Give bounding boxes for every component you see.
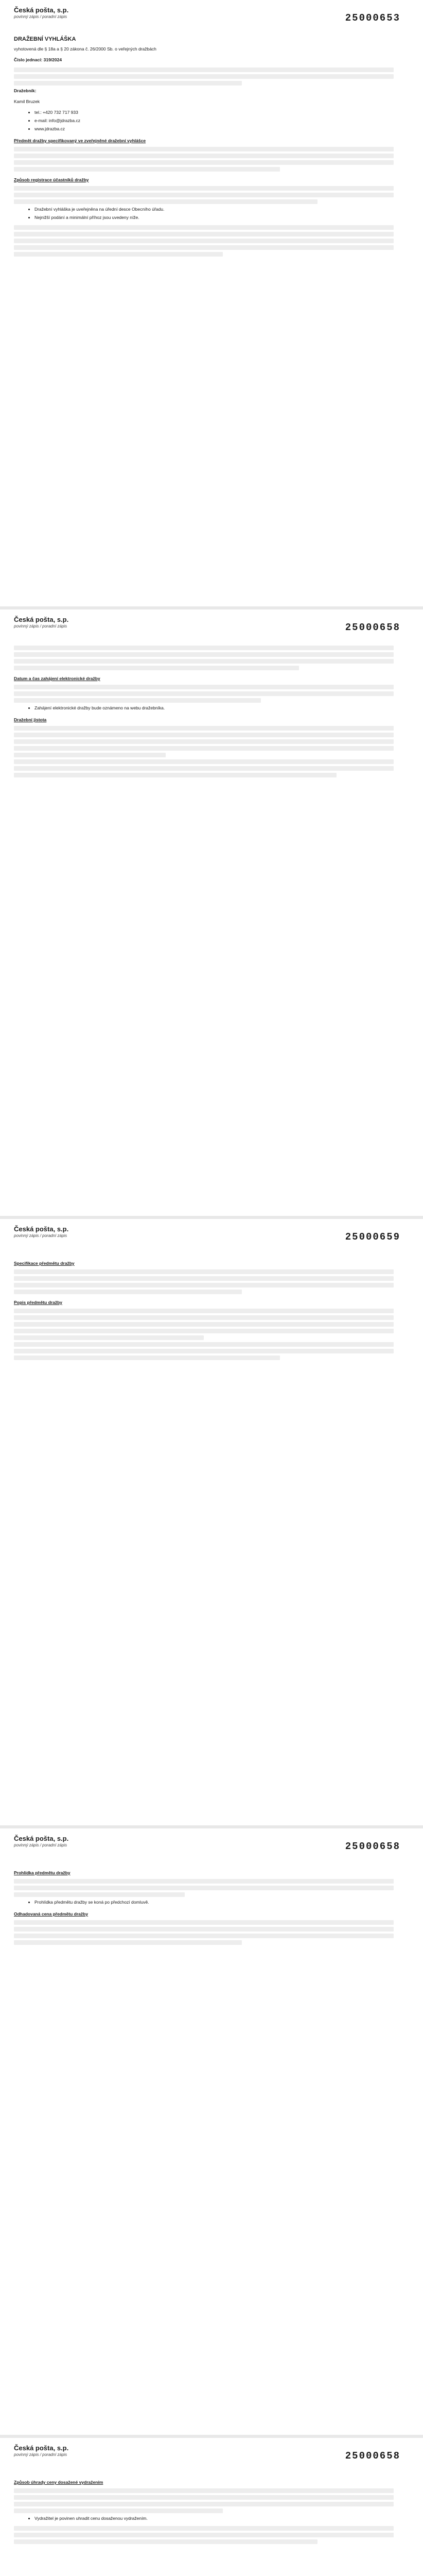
company-name: Česká pošta, s.p. <box>14 2444 69 2452</box>
intro-text: vyhotovená dle § 18a a § 20 zákona č. 26/2000 Sb. o veřejných dražbách <box>14 46 156 52</box>
document-title: DRAŽEBNÍ VYHLÁŠKA <box>14 36 76 42</box>
company-subtitle: povinný zápis / poradní zápis <box>14 1843 67 1848</box>
company-subtitle: povinný zápis / poradní zápis <box>14 14 67 19</box>
auctioneer-label: Dražebník: <box>14 88 37 93</box>
list-item: • Prohlídka předmětu dražby se koná po předchozí domluvě. <box>34 1899 394 1906</box>
document-page <box>0 609 423 1216</box>
page-header <box>14 616 68 629</box>
bullet-list <box>14 1899 394 1906</box>
page-content <box>14 36 394 259</box>
company-name: Česká pošta, s.p. <box>14 616 69 623</box>
page-content <box>14 1255 394 1362</box>
phone: • tel.: +420 732 717 933 <box>34 109 394 116</box>
section-heading: Prohlídka předmětu dražby <box>14 1870 70 1875</box>
document-page <box>0 2438 423 2576</box>
page-header <box>14 6 68 19</box>
page-content <box>14 646 394 779</box>
page-header <box>14 1225 68 1238</box>
email[interactable]: • e-mail: info@jdrazba.cz <box>34 117 394 124</box>
page-header <box>14 1835 68 1848</box>
company-name: Česká pošta, s.p. <box>14 6 69 14</box>
list-item: • Vydražitel je povinen uhradit cenu dosaženou vydražením. <box>34 2515 394 2522</box>
bullet-list <box>14 705 394 711</box>
section-heading: Předmět dražby specifikovaný ve zveřejněné dražební vyhlášce <box>14 138 146 143</box>
document-id: 25000658 <box>345 2450 400 2462</box>
page-header <box>14 2444 68 2457</box>
case-number: Číslo jednací: 319/2024 <box>14 57 62 62</box>
section-heading: Popis předmětu dražby <box>14 1300 62 1305</box>
bullet-list <box>14 2515 394 2522</box>
company-subtitle: povinný zápis / poradní zápis <box>14 1233 67 1238</box>
list-item: • Nejnižší podání a minimální příhoz jsou uvedeny níže. <box>34 214 394 221</box>
auctioneer-name: Kamil Bruzek <box>14 99 40 104</box>
section-heading: Způsob registrace účastníků dražby <box>14 177 89 182</box>
document-id: 25000658 <box>345 622 400 633</box>
document-page <box>0 1219 423 1825</box>
list-item: • Dražební vyhláška je uveřejněna na úřední desce Obecního úřadu. <box>34 206 394 213</box>
page-content <box>14 1865 394 1947</box>
section-heading: Odhadovaná cena předmětu dražby <box>14 1911 89 1917</box>
web[interactable]: • www.jdrazba.cz <box>34 126 394 132</box>
company-name: Česká pošta, s.p. <box>14 1225 69 1233</box>
contact-list <box>14 109 394 132</box>
company-name: Česká pošta, s.p. <box>14 1835 69 1842</box>
document-id: 25000658 <box>345 1841 400 1852</box>
section-heading: Dražební jistota <box>14 717 47 722</box>
section-heading: Specifikace předmětu dražby <box>14 1261 75 1266</box>
section-heading: Způsob úhrady ceny dosažené vydražením <box>14 2480 103 2485</box>
list-item: • Zahájení elektronické dražby bude oznámeno na webu dražebníka. <box>34 705 394 711</box>
document-page <box>0 0 423 606</box>
page-content <box>14 2474 394 2546</box>
document-id: 25000653 <box>345 12 400 24</box>
section-heading: Datum a čas zahájení elektronické dražby <box>14 676 100 681</box>
company-subtitle: povinný zápis / poradní zápis <box>14 2452 67 2457</box>
document-page <box>0 1828 423 2435</box>
document-id: 25000659 <box>345 1231 400 1243</box>
company-subtitle: povinný zápis / poradní zápis <box>14 624 67 629</box>
bullet-list <box>14 206 394 221</box>
